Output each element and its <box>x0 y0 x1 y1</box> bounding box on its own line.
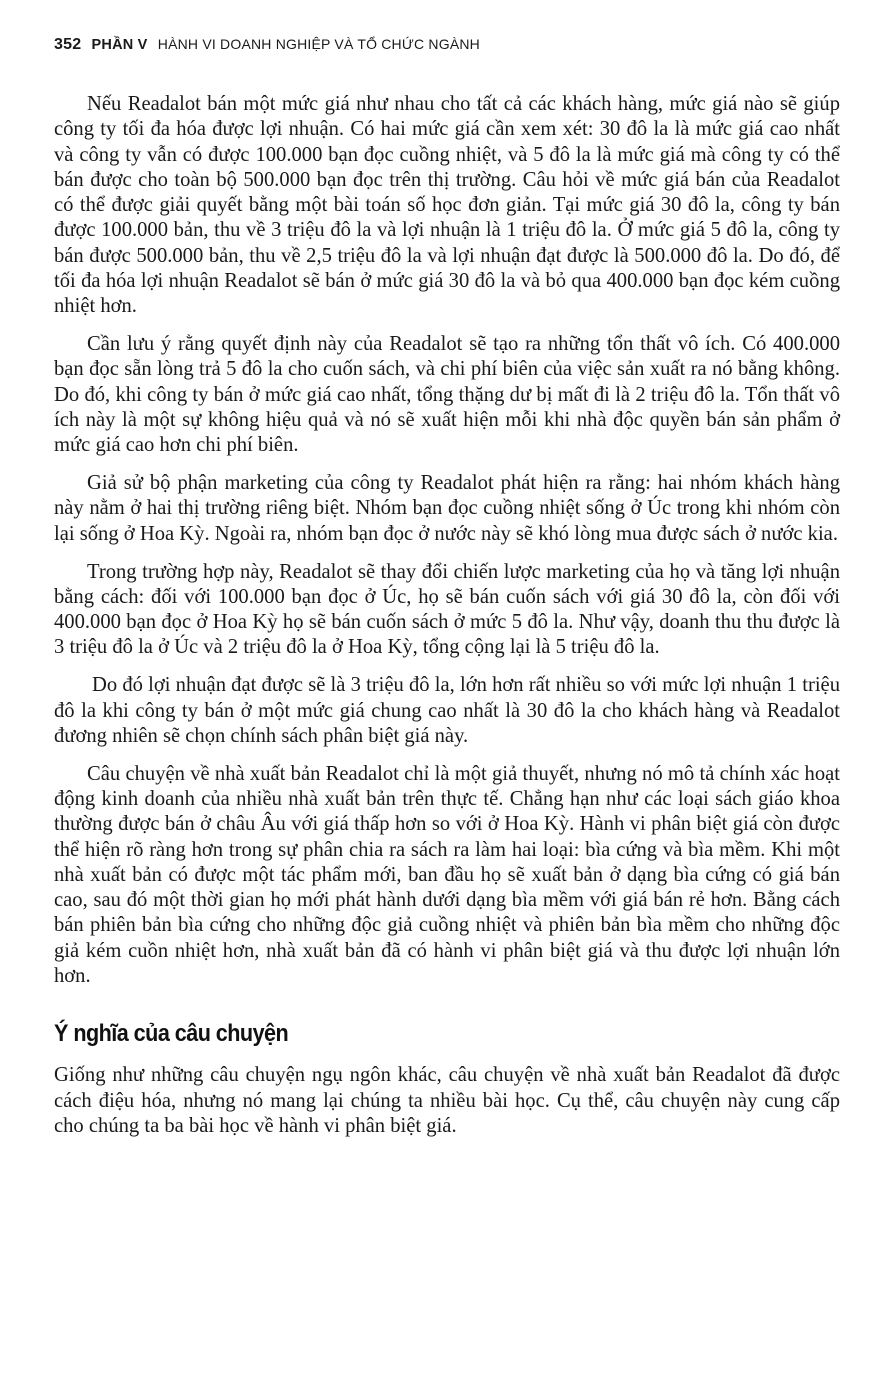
paragraph-2: Cần lưu ý rằng quyết định này của Readalot sẽ tạo ra những tổn thất vô ích. Có 400.000 bạn đọc sẵn lòng trả 5 đô la cho cuốn sách, và chi phí biên của việc sản xuất ra nó bằng không. Do đó, khi công ty bán ở mức giá cao nhất, tổng thặng dư bị mất đi là 2 triệu đô la. Tổn thất vô ích này là một sự không hiệu quả và nó sẽ xuất hiện mỗi khi nhà độc quyền bán sản phẩm ở mức giá cao hơn chi phí biên. <box>54 333 840 457</box>
running-header <box>54 36 480 54</box>
paragraph-4: Trong trường hợp này, Readalot sẽ thay đổi chiến lược marketing của họ và tăng lợi nhuận bằng cách: đối với 100.000 bạn đọc ở Úc, họ sẽ bán cuốn sách với giá 30 đô la, còn đối với 400.000 bạn đọc ở Hoa Kỳ họ sẽ bán cuốn sách ở mức 5 đô la. Như vậy, doanh thu thu được là 3 triệu đô la ở Úc và 2 triệu đô la ở Hoa Kỳ, tổng cộng lại là 5 triệu đô la. <box>54 560 840 659</box>
paragraph-1: Nếu Readalot bán một mức giá như nhau cho tất cả các khách hàng, mức giá nào sẽ giúp công ty tối đa hóa được lợi nhuận. Có hai mức giá cần xem xét: 30 đô la là mức giá cao nhất và công ty vẫn có được 100.000 bạn đọc cuồng nhiệt, và 5 đô la là mức giá mà công ty có thể bán được cho toàn bộ 500.000 bạn đọc trên thị trường. Câu hỏi về mức giá bán của Readalot có thể được giải quyết bằng một bài toán số học đơn giản. Tại mức giá 30 đô la, công ty bán được 100.000 bản, thu về 3 triệu đô la và lợi nhuận là 1 triệu đô la. Ở mức giá 5 đô la, công ty bán được 500.000 bản, thu về 2,5 triệu đô la và lợi nhuận đạt được là 500.000 đô la. Do đó, để tối đa hóa lợi nhuận Readalot sẽ bán ở mức giá 30 đô la và bỏ qua 400.000 bạn đọc kém cuồng nhiệt hơn. <box>54 93 840 318</box>
section-heading: Ý nghĩa của câu chuyện <box>54 1020 289 1048</box>
section-paragraph: Giống như những câu chuyện ngụ ngôn khác, câu chuyện về nhà xuất bản Readalot đã được cách điệu hóa, nhưng nó mang lại chúng ta nhiều bài học. Cụ thể, câu chuyện này cung cấp cho chúng ta ba bài học về hành vi phân biệt giá. <box>54 1064 840 1137</box>
paragraph-5: Do đó lợi nhuận đạt được sẽ là 3 triệu đô la, lớn hơn rất nhiều so với mức lợi nhuận 1 triệu đô la khi công ty bán ở một mức giá chung cao nhất là 30 đô la cho khách hàng và Readalot đương nhiên sẽ chọn chính sách phân biệt giá này. <box>54 674 840 747</box>
paragraph-6: Câu chuyện về nhà xuất bản Readalot chỉ là một giả thuyết, nhưng nó mô tả chính xác hoạt động kinh doanh của nhiều nhà xuất bản trên thực tế. Chẳng hạn như các loại sách giáo khoa thường được bán ở châu Âu với giá thấp hơn so với ở Hoa Kỳ. Hành vi phân biệt giá còn được thể hiện rõ ràng hơn trong sự phân chia ra sách ra làm hai loại: bìa cứng và bìa mềm. Khi một nhà xuất bản có được một tác phẩm mới, ban đầu họ sẽ xuất bản ở dạng bìa cứng có giá bán cao, sau đó một thời gian họ mới phát hành dưới dạng bìa mềm với giá bán rẻ hơn. Bằng cách bán phiên bản bìa cứng cho những độc giả cuồng nhiệt và phiên bản bìa mềm cho những độc giả kém cuồn nhiệt hơn, nhà xuất bản đã có hành vi phân biệt giá và thu được lợi nhuận lớn hơn. <box>54 762 840 987</box>
part-label: PHẦN V <box>91 37 148 53</box>
body-text <box>54 92 840 1139</box>
page-number: 352 <box>54 36 82 53</box>
paragraph-3: Giả sử bộ phận marketing của công ty Readalot phát hiện ra rằng: hai nhóm khách hàng này nằm ở hai thị trường riêng biệt. Nhóm bạn đọc cuồng nhiệt sống ở Úc trong khi nhóm còn lại sống ở Hoa Kỳ. Ngoài ra, nhóm bạn đọc ở nước này sẽ khó lòng mua được sách ở nước kia. <box>54 472 840 545</box>
chapter-title: HÀNH VI DOANH NGHIỆP VÀ TỔ CHỨC NGÀNH <box>157 36 480 52</box>
